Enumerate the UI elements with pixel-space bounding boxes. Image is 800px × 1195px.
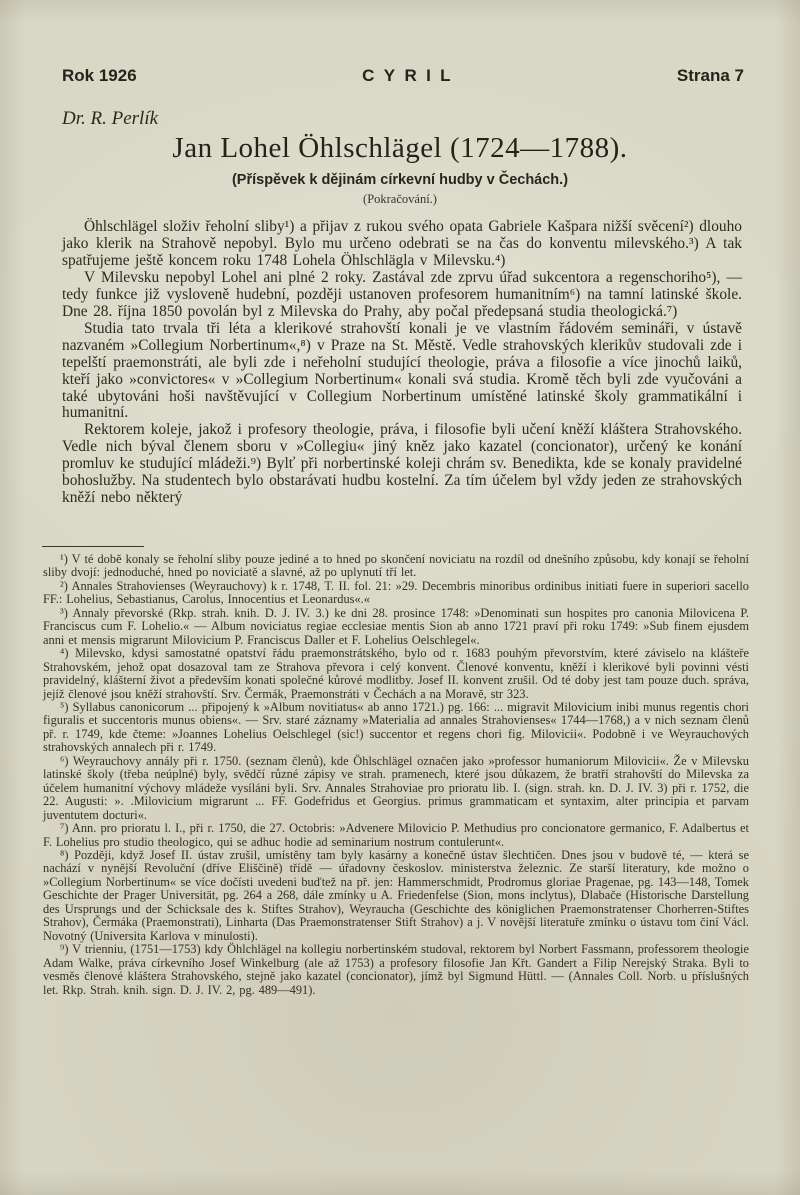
article-body [62,219,742,507]
body-paragraph: Studia tato trvala tři léta a klerikové strahovští konali je ve vlastním řádovém semináři, v ústavě nazvaném »Collegium Norbertinum«,⁸) v Praze na St. Městě. Vedle strahovských klerikův studovali zde i tepelští praemonstráti, ale byli zde i neřeholní studující theologie, práva a filosofie a více jinochů laiků, kteří jako »convictores« v »Collegium Norbertinum« konali svá studia. Kromě těch byli zde vyučováni a také ubytováni hoši navštěvující v Collegium Norbertinum umístěné latinské školy grammatikální i humanitní. [62,319,742,422]
footnote: ⁸) Později, když Josef II. ústav zrušil, umístěny tam byly kasárny a konečně ústav šlechtičen. Dnes jsou v budově té, — která se nachází v nynější Revoluční (dříve Eliščině) třídě — úřadovny českoslov. ministerstva železnic. Ze starší literatury, kde možno o »Collegium Norbertinum« se více dočísti uvedeni buďtež na př. jen: Hammerschmidt, Prodromus gloriae Pragenae, pg. 143—148, Tomek Geschichte der Prager Universität, pg. 264 a 268, dále zmínky u A. Friedenfelse (Sion, mons inclytus), Dlabače (Historische Darstellung des Ursprungs und der Schicksale des k. Stiftes Strahov), Weyraucha (Geschichte des königlichen Praemonstratenser Chorherren-Stiftes Strahov), Čermáka (Praemonstrati), Linharta (Das Praemonstratenser Stift Strahov) a j. V novější literatuře zmínku o ústavu tom činí Václ. Novotný (Universita Karlova v minulosti). [43,847,749,943]
footnote: ⁶) Weyrauchovy annály při r. 1750. (seznam členů), kde Öhlschlägel označen jako »professor humaniorum Milovicii«. Že v Milevsku latinské školy (třeba neúplné) byly, svědčí různé zápisy ve strah. pramenech, které jsou důkazem, že bratří strahovští do Milevska za účelem humanitní výchovy mládeže vysíláni byli. Srv. Annales Strahoviae pro prioratu lib. I. (sign. strah. kn. D. J. IV. 3) při r. 1752, die 22. Augusti: ». .Milovicium migrarunt ... FF. Godefridus et Georgius. primus grammaticam et syntaxim, alter principia et parvam juventutem docturi«. [43,753,749,822]
footnote: ⁴) Milevsko, kdysi samostatné opatství řádu praemonstrátského, bylo od r. 1683 pouhým převorstvím, které záviselo na klášteře Strahovském, jehož opat dosazoval tam ze Strahova převora i celý konvent. Členové konventu, kněží i klerikové byli povinni vésti pravidelný, klášterní život a především konati společné kůrové modlitby. Josef II. konvent zrušil. Od té doby jest tam pouze duch. správa, jejíž členové jsou kněží strahovští. Srv. Čermák, Praemonstráti v Čechách a na Moravě, str 323. [43,646,749,701]
body-paragraph: Rektorem koleje, jakož i profesory theologie, práva, i filosofie byli učení kněží kláštera Strahovského. Vedle nich býval členem sboru v »Collegiu« jiný kněz jako kazatel (concionator), určený ke konání promluv ke studující mládeži.⁹) Bylť při norbertinské koleji chrám sv. Benedikta, kde se konaly pravidelné bohoslužby. Na studentech bylo obstarávati hudbu kostelní. Za tím účelem byl vždy jeden ze strahovských kněží nebo některý [62,421,743,507]
body-paragraph: Öhlschlägel složiv řeholní sliby¹) a přijav z rukou svého opata Gabriele Kašpara nižší svěcení²) dlouho jako klerik na Strahově nepobyl. Bylo mu určeno odebrati se na čas do konventu milevského.³) A tak spatřujeme ještě koncem roku 1748 Lohela Öhlschlägla v Milevsku.⁴) [62,218,742,269]
page-number: Strana 7 [676,66,744,85]
footnote: ⁵) Syllabus canonicorum ... připojený k »Album novitiatus« ab anno 1721.) pg. 166: ... migravit Milovicium inibi munus regentis chori figuralis et succentoris munus obiens«. — Srv. staré záznamy »Materialia ad annales Strahovienses« 1744—1768,) a v nich seznam členů př. r. 1749, kde čteme: »Joannes Lohelius Oelschlegel (sic!) succentor et regens chori fig. Milovicii«. Podobně i ve Weyrauchových strahovských annalech při r. 1749. [43,699,749,755]
article-title: Jan Lohel Öhlschlägel (1724—1788). [172,132,628,164]
journal-title: CYRIL [362,66,460,85]
footnote: ³) Annaly převorské (Rkp. strah. knih. D. J. IV. 3.) ke dni 28. prosince 1748: »Denominati sun hospites pro canonia Milovicena P. Franciscus cum F. Lohelio.« — Album noviciatus regiae ecclesiae mentis Sion ab anno 1721 praví při roku 1749: »Sub finem ejusdem anni et mensis migrarunt Milovicium P. Franciscus Daller et F. Lohelius Oelschlegel«. [43,605,749,647]
footnote: ¹) V té době konaly se řeholní sliby pouze jediné a to hned po skončení noviciatu na rozdíl od dnešního způsobu, kdy konají se řeholní sliby dvojí: jednoduché, hned po noviciatě a slavné, až po uplynutí tří let. [43,552,749,580]
author-byline: Dr. R. Perlík [62,108,159,129]
page-header [62,66,744,86]
footnote: ²) Annales Strahovienses (Weyrauchovy) k r. 1748, T. II. fol. 21: »29. Decembris minoribus ordinibus initiati fuere in superiori sacello FF.: Lohelius, Sebastianus, Carolus, Innocentius et Leonardus«.« [43,578,749,607]
footnotes-section [43,553,749,997]
volume-year: Rok 1926 [62,66,137,85]
body-paragraph: V Milevsku nepobyl Lohel ani plné 2 roky. Zastával zde zprvu úřad sukcentora a regenschoriho⁵), — tedy funkce již vysloveně hudební, později ustanoven profesorem humanitním⁶) na tamní latinské škole. Dne 28. října 1850 povolán byl z Milevska do Prahy, aby počal předepsaná studia theologická.⁷) [62,268,742,320]
title-block [0,132,800,207]
article-subtitle: (Příspěvek k dějinám církevní hudby v Čechách.) [231,172,569,188]
footnote: ⁹) V trienniu, (1751—1753) kdy Öhlchlägel na kollegiu norbertinském studoval, rektorem byl Norbert Fassmann, professorem theologie Adam Walke, práva církevního Josef Winkelburg (ale až 1753) a profesory filosofie Jan Křt. Gandert a Filip Nerejský Straka. Byli to vesměs členové kláštera Strahovského, stejně jako kazatel (concionator), jímž byl Sigmund Hüttl. — (Annales Coll. Norb. u příslušných let. Rkp. Strah. knih. sign. D. J. IV. 2, pg. 489—491). [43,942,749,997]
continuation-note: (Pokračování.) [363,192,437,206]
footnote: ⁷) Ann. pro prioratu l. I., při r. 1750, die 27. Octobris: »Advenere Milovicio P. Methudius pro concionatore germanico, F. Adalbertus et F. Lohelius pro studio theologico, qui se adhuc hodie ad seminarium nostrum contulerunt«. [43,821,749,849]
footnote-separator-rule [42,546,144,547]
